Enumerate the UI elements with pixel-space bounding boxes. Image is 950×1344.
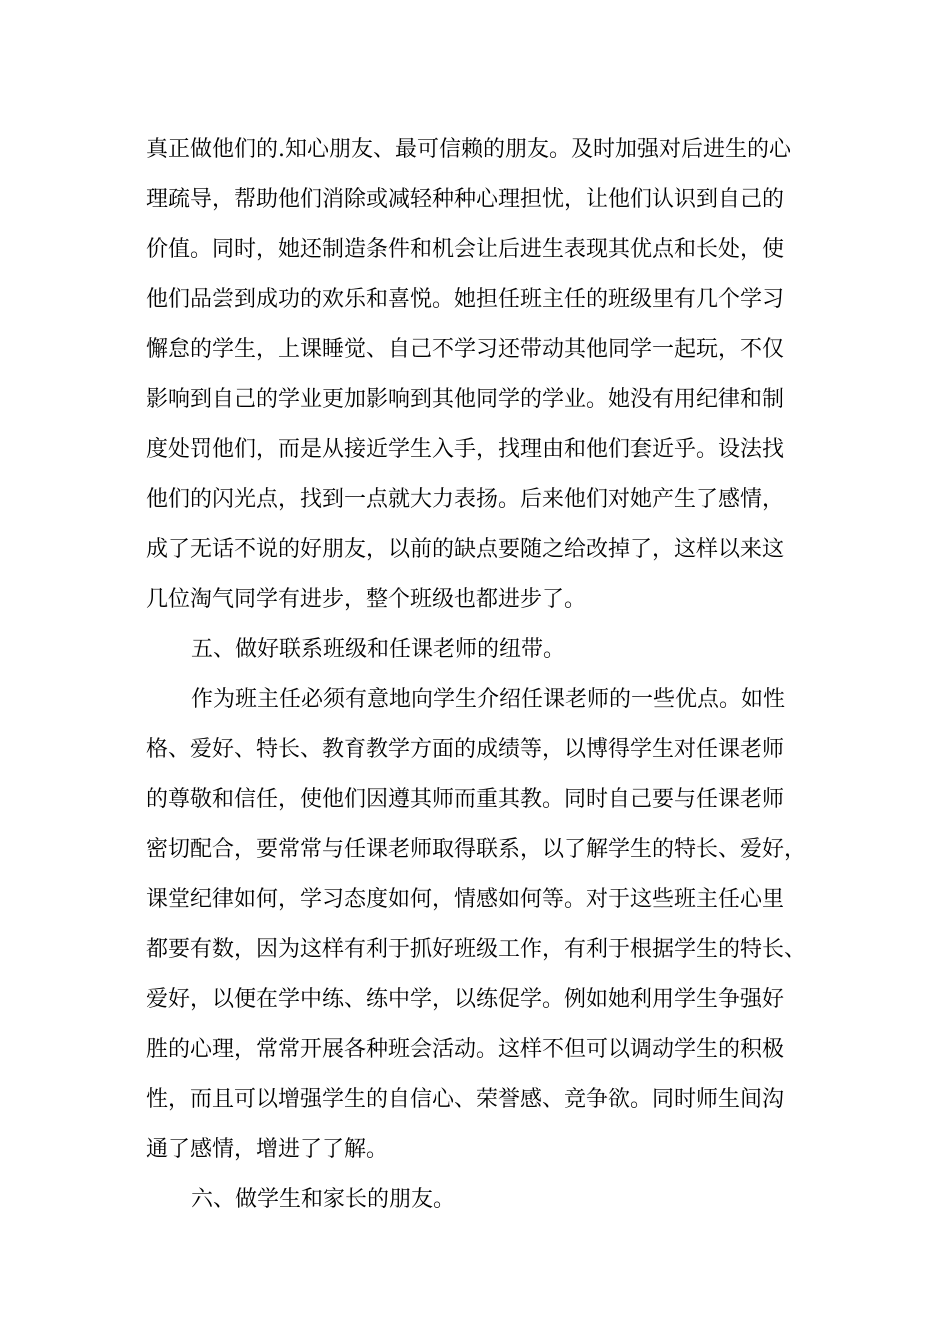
text-line-content: 他们品尝到成功的欢乐和喜悦。她担任班主任的班级里有几个学习: [146, 287, 785, 312]
text-line-content: 胜的心理，常常开展各种班会活动。这样不但可以调动学生的积极: [146, 1037, 785, 1062]
text-line: [0, 430, 950, 470]
text-line-content: 度处罚他们，而是从接近学生入手，找理由和他们套近乎。设法找: [146, 437, 785, 462]
text-line-content: 几位淘气同学有进步，整个班级也都进步了。: [146, 587, 587, 612]
text-line: [0, 580, 950, 620]
text-line: [0, 880, 950, 920]
text-line-content: 密切配合，要常常与任课老师取得联系，以了解学生的特长、爱好，: [146, 837, 807, 862]
text-line: [0, 480, 950, 520]
text-line: [0, 180, 950, 220]
text-line: [0, 530, 950, 570]
text-line-content: 性，而且可以增强学生的自信心、荣誉感、竞争欲。同时师生间沟: [146, 1087, 785, 1112]
text-line-content: 成了无话不说的好朋友，以前的缺点要随之给改掉了，这样以来这: [146, 537, 785, 562]
text-line: [0, 730, 950, 770]
section-heading: [0, 1180, 950, 1220]
text-line: [0, 680, 950, 720]
text-line-content: 懈怠的学生，上课睡觉、自己不学习还带动其他同学一起玩，不仅: [146, 337, 785, 362]
text-line-content: 的尊敬和信任，使他们因遵其师而重其教。同时自己要与任课老师: [146, 787, 785, 812]
text-line: [0, 130, 950, 170]
text-line-content: 课堂纪律如何，学习态度如何，情感如何等。对于这些班主任心里: [146, 887, 785, 912]
text-line: [0, 980, 950, 1020]
text-line: [0, 1030, 950, 1070]
text-line: [0, 230, 950, 270]
text-line-content: 影响到自己的学业更加影响到其他同学的学业。她没有用纪律和制: [146, 387, 785, 412]
section-heading-text: 五、做好联系班级和任课老师的纽带。: [191, 637, 566, 662]
text-line-content: 格、爱好、特长、教育教学方面的成绩等，以博得学生对任课老师: [146, 737, 785, 762]
text-line-content: 真正做他们的.知心朋友、最可信赖的朋友。及时加强对后进生的心: [146, 137, 791, 162]
text-line-content: 通了感情，增进了了解。: [146, 1137, 389, 1162]
text-line: [0, 1130, 950, 1170]
section-heading-text: 六、做学生和家长的朋友。: [191, 1187, 456, 1212]
text-line-content: 作为班主任必须有意地向学生介绍任课老师的一些优点。如性: [191, 687, 786, 712]
text-line: [0, 780, 950, 820]
text-line: [0, 330, 950, 370]
text-line-content: 价值。同时，她还制造条件和机会让后进生表现其优点和长处，使: [146, 237, 785, 262]
text-line: [0, 1080, 950, 1120]
section-heading: [0, 630, 950, 670]
text-line-content: 理疏导，帮助他们消除或减轻种种心理担忧，让他们认识到自己的: [146, 187, 785, 212]
text-line-content: 都要有数，因为这样有利于抓好班级工作，有利于根据学生的特长、: [146, 937, 807, 962]
text-line: [0, 930, 950, 970]
text-line: [0, 380, 950, 420]
text-line: [0, 280, 950, 320]
text-line: [0, 830, 950, 870]
text-line-content: 他们的闪光点，找到一点就大力表扬。后来他们对她产生了感情，: [146, 487, 785, 512]
text-line-content: 爱好，以便在学中练、练中学，以练促学。例如她利用学生争强好: [146, 987, 785, 1012]
